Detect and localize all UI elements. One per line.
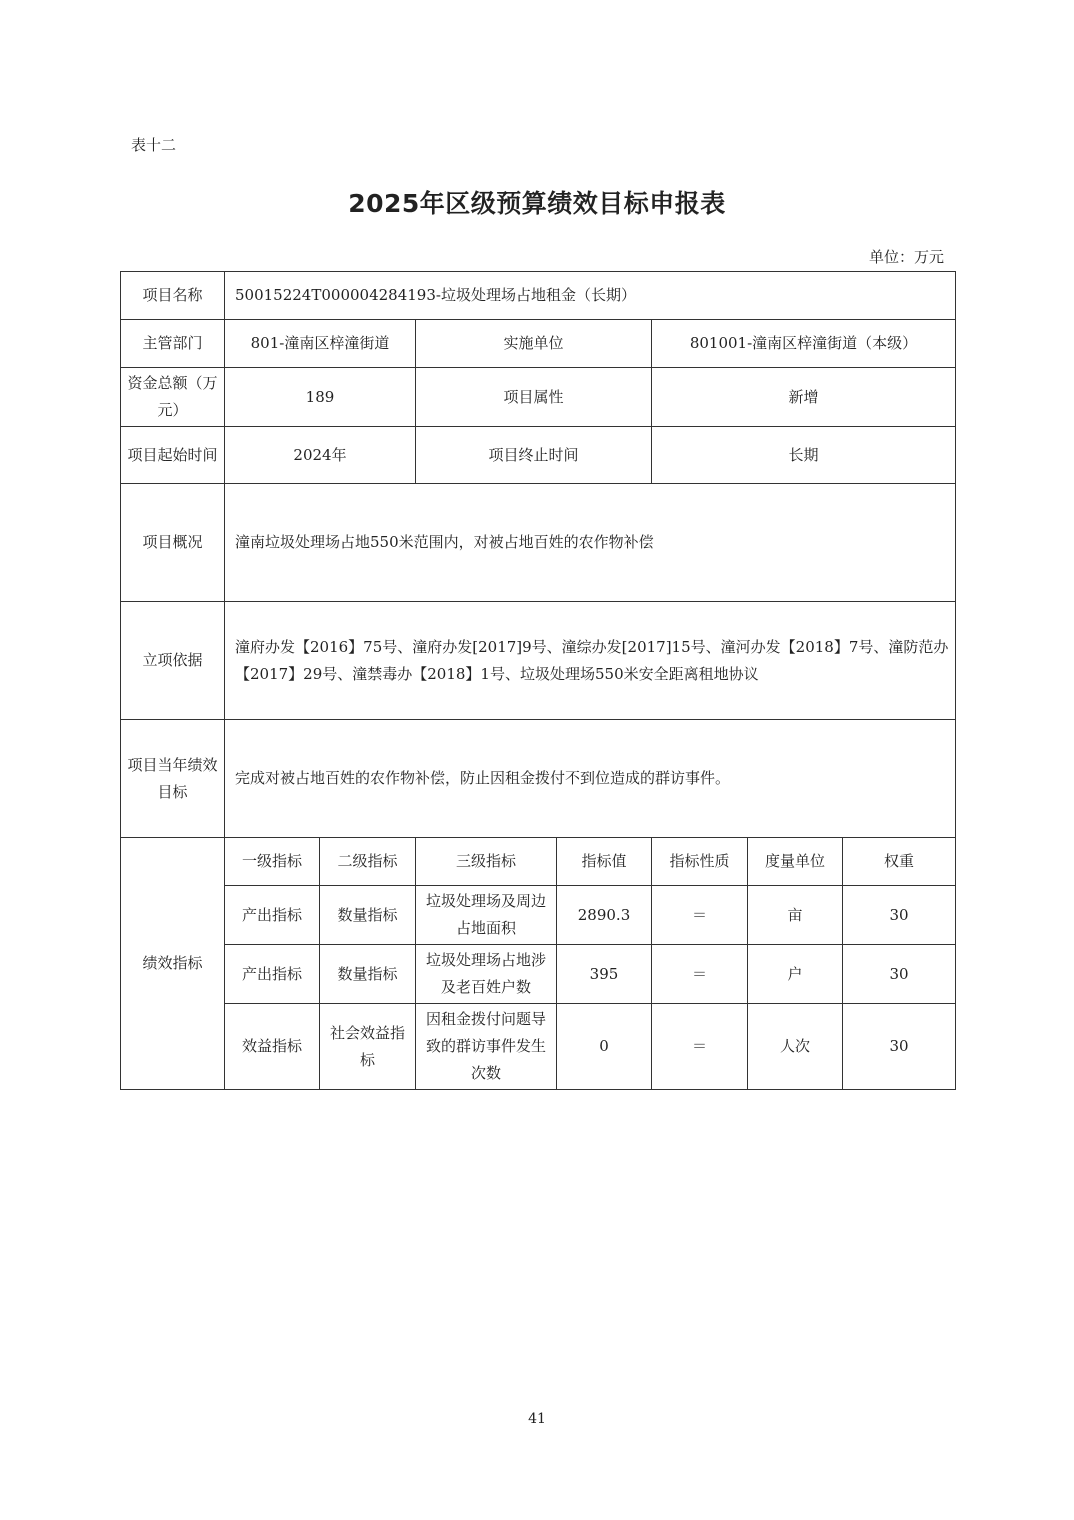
level1-cell: 产出指标: [225, 886, 320, 945]
indicators-section-label: 绩效指标: [121, 838, 225, 1090]
table-row: [121, 945, 956, 1004]
indicator-header: 度量单位: [748, 838, 843, 886]
indicator-header: 二级指标: [320, 838, 416, 886]
project-attr-label: 项目属性: [416, 368, 652, 427]
start-time-value: 2024年: [225, 427, 416, 484]
value-cell: 0: [557, 1004, 652, 1090]
end-time-value: 长期: [652, 427, 956, 484]
indicator-header: 指标性质: [652, 838, 748, 886]
page-title: 2025年区级预算绩效目标申报表: [348, 189, 726, 218]
project-name-label: 项目名称: [121, 272, 225, 320]
overview-label: 项目概况: [121, 484, 225, 602]
nature-cell: ＝: [652, 886, 748, 945]
dept-value: 801-潼南区梓潼街道: [225, 320, 416, 368]
indicator-header: 权重: [843, 838, 956, 886]
indicator-header: 三级指标: [416, 838, 557, 886]
project-name-value: 50015224T000004284193-垃圾处理场占地租金（长期）: [225, 272, 956, 320]
basis-value: 潼府办发【2016】75号、潼府办发[2017]9号、潼综办发[2017]15号、潼河办发【2018】7号、潼防范办【2017】29号、潼禁毒办【2018】1号、垃圾处理场550米安全距离租地协议: [225, 602, 956, 720]
indicator-header: 指标值: [557, 838, 652, 886]
level2-cell: 数量指标: [320, 886, 416, 945]
project-attr-value: 新增: [652, 368, 956, 427]
fund-total-label: 资金总额（万元）: [121, 368, 225, 427]
level3-cell: 因租金拨付问题导致的群访事件发生次数: [416, 1004, 557, 1090]
value-cell: 2890.3: [557, 886, 652, 945]
goal-value: 完成对被占地百姓的农作物补偿，防止因租金拨付不到位造成的群访事件。: [225, 720, 956, 838]
end-time-label: 项目终止时间: [416, 427, 652, 484]
level3-cell: 垃圾处理场占地涉及老百姓户数: [416, 945, 557, 1004]
value-cell: 395: [557, 945, 652, 1004]
performance-goal-table: [120, 271, 956, 1090]
unit-cell: 人次: [748, 1004, 843, 1090]
unit-cell: 户: [748, 945, 843, 1004]
impl-unit-value: 801001-潼南区梓潼街道（本级）: [652, 320, 956, 368]
weight-cell: 30: [843, 886, 956, 945]
table-row: [121, 886, 956, 945]
goal-label: 项目当年绩效目标: [121, 720, 225, 838]
nature-cell: ＝: [652, 1004, 748, 1090]
table-label: 表十二: [131, 136, 177, 154]
start-time-label: 项目起始时间: [121, 427, 225, 484]
weight-cell: 30: [843, 1004, 956, 1090]
level1-cell: 产出指标: [225, 945, 320, 1004]
impl-unit-label: 实施单位: [416, 320, 652, 368]
basis-label: 立项依据: [121, 602, 225, 720]
fund-total-value: 189: [225, 368, 416, 427]
level1-cell: 效益指标: [225, 1004, 320, 1090]
nature-cell: ＝: [652, 945, 748, 1004]
overview-value: 潼南垃圾处理场占地550米范围内，对被占地百姓的农作物补偿: [225, 484, 956, 602]
page-number: 41: [528, 1411, 546, 1427]
unit-note: 单位：万元: [868, 248, 944, 266]
unit-cell: 亩: [748, 886, 843, 945]
level3-cell: 垃圾处理场及周边占地面积: [416, 886, 557, 945]
weight-cell: 30: [843, 945, 956, 1004]
indicator-header: 一级指标: [225, 838, 320, 886]
table-row: [121, 1004, 956, 1090]
level2-cell: 数量指标: [320, 945, 416, 1004]
dept-label: 主管部门: [121, 320, 225, 368]
level2-cell: 社会效益指标: [320, 1004, 416, 1090]
